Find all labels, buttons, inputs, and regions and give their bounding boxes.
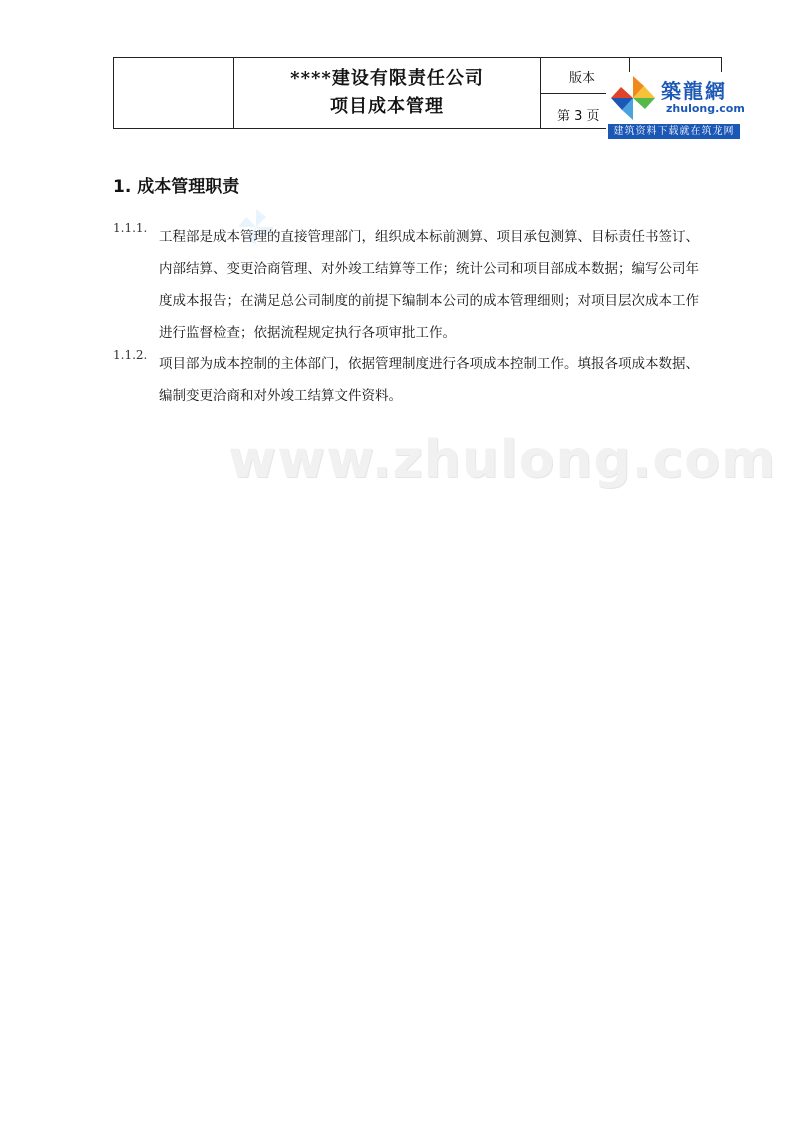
clause-line: 工程部是成本管理的直接管理部门，组织成本标前测算、项目承包测算、目标责任书签订、 [159,229,699,245]
clause-number: 1.1.2. [113,348,148,362]
header-logo-cell [114,58,234,129]
clause-text [159,348,724,412]
company-name: ****建设有限责任公司 [290,68,484,89]
site-watermark: www.zhulong.com [228,430,777,490]
logo-tagline: 建筑资料下载就在筑龙网 [608,124,740,139]
logo-chinese-name: 築龍網 [661,79,727,103]
clause-line: 度成本报告；在满足总公司制度的前提下编制本公司的成本管理细则；对项目层次成本工作 [159,293,699,309]
clause-number: 1.1.1. [113,221,148,235]
clause-line: 内部结算、变更洽商管理、对外竣工结算等工作；统计公司和项目部成本数据；编写公司年 [159,261,699,277]
document-title: 项目成本管理 [330,96,444,117]
logo-domain: zhulong.com [666,102,745,115]
page-number: 第 3 页 [557,109,600,124]
version-label: 版本 [569,71,596,86]
clause-line: 进行监督检查；依据流程规定执行各项审批工作。 [159,325,456,341]
section-heading: 1. 成本管理职责 [113,177,240,197]
header-title-cell [234,58,541,129]
clause-line: 编制变更洽商和对外竣工结算文件资料。 [159,388,402,404]
clause-line: 项目部为成本控制的主体部门，依据管理制度进行各项成本控制工作。填报各项成本数据、 [159,356,699,372]
clause-text [159,221,724,349]
zhulong-logo [606,72,745,140]
pinwheel-logo-icon [608,74,658,122]
